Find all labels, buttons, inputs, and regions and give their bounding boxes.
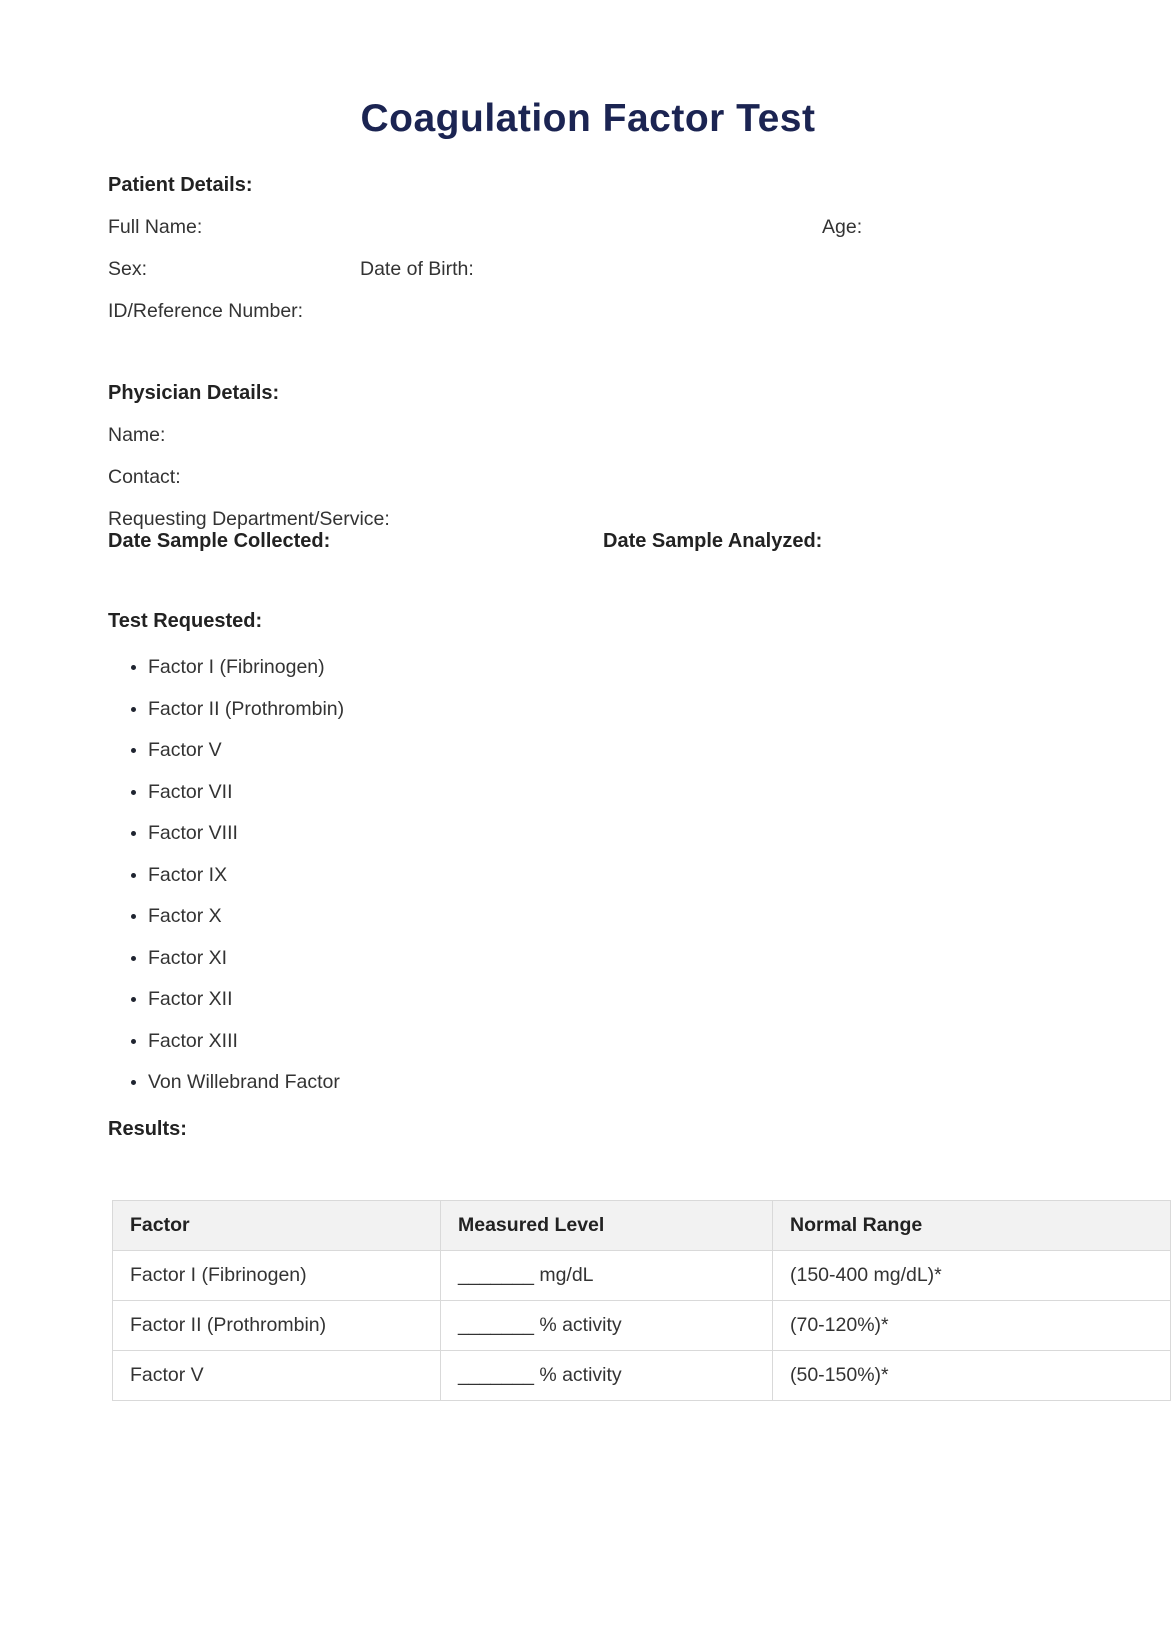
list-item: • Factor VII (148, 781, 1068, 803)
list-item: • Factor XI (148, 947, 1068, 969)
list-item: • Factor VIII (148, 822, 1068, 844)
list-item: • Factor IX (148, 864, 1068, 886)
physician-department-row (108, 508, 1068, 530)
list-item: • Factor XII (148, 988, 1068, 1010)
factor-cell: Factor V (113, 1351, 441, 1401)
sex-label: Sex: (108, 258, 148, 280)
column-header-measured-level: Measured Level (441, 1201, 773, 1251)
patient-details-heading: Patient Details: (108, 174, 253, 196)
column-header-factor: Factor (113, 1201, 441, 1251)
id-reference-label: ID/Reference Number: (108, 300, 304, 322)
results-heading: Results: (108, 1118, 187, 1140)
list-item: • Factor X (148, 905, 1068, 927)
date-sample-analyzed-label: Date Sample Analyzed: (603, 530, 823, 552)
test-requested-list (108, 656, 1068, 1093)
measured-level-cell: _______ % activity (441, 1351, 773, 1401)
physician-contact-label: Contact: (108, 466, 181, 488)
normal-range-cell: (150-400 mg/dL)* (773, 1251, 1171, 1301)
sex-dob-row (108, 258, 1068, 280)
physician-contact-row (108, 466, 1068, 488)
full-name-label: Full Name: (108, 216, 203, 238)
factor-cell: Factor I (Fibrinogen) (113, 1251, 441, 1301)
physician-name-label: Name: (108, 424, 166, 446)
table-row (113, 1251, 1171, 1301)
list-item: • Factor XIII (148, 1030, 1068, 1052)
normal-range-cell: (50-150%)* (773, 1351, 1171, 1401)
measured-level-cell: _______ mg/dL (441, 1251, 773, 1301)
list-item: • Factor II (Prothrombin) (148, 698, 1068, 720)
test-requested-heading: Test Requested: (108, 610, 263, 632)
age-label: Age: (822, 216, 863, 238)
factor-cell: Factor II (Prothrombin) (113, 1301, 441, 1351)
list-item: • Factor V (148, 739, 1068, 761)
list-item: • Von Willebrand Factor (148, 1071, 1068, 1093)
id-reference-row (108, 300, 1068, 322)
physician-name-row (108, 424, 1068, 446)
table-header-row (113, 1201, 1171, 1251)
full-name-row (108, 216, 1068, 238)
date-sample-collected-label: Date Sample Collected: (108, 530, 331, 552)
dob-label: Date of Birth: (360, 258, 474, 280)
physician-details-heading: Physician Details: (108, 382, 280, 404)
table-row (113, 1301, 1171, 1351)
results-table (112, 1200, 1171, 1401)
page-title: Coagulation Factor Test (360, 97, 816, 140)
table-row (113, 1351, 1171, 1401)
list-item: • Factor I (Fibrinogen) (148, 656, 1068, 678)
column-header-normal-range: Normal Range (773, 1201, 1171, 1251)
requesting-department-label: Requesting Department/Service: (108, 508, 390, 530)
measured-level-cell: _______ % activity (441, 1301, 773, 1351)
normal-range-cell: (70-120%)* (773, 1301, 1171, 1351)
sample-dates-row (108, 530, 1068, 552)
